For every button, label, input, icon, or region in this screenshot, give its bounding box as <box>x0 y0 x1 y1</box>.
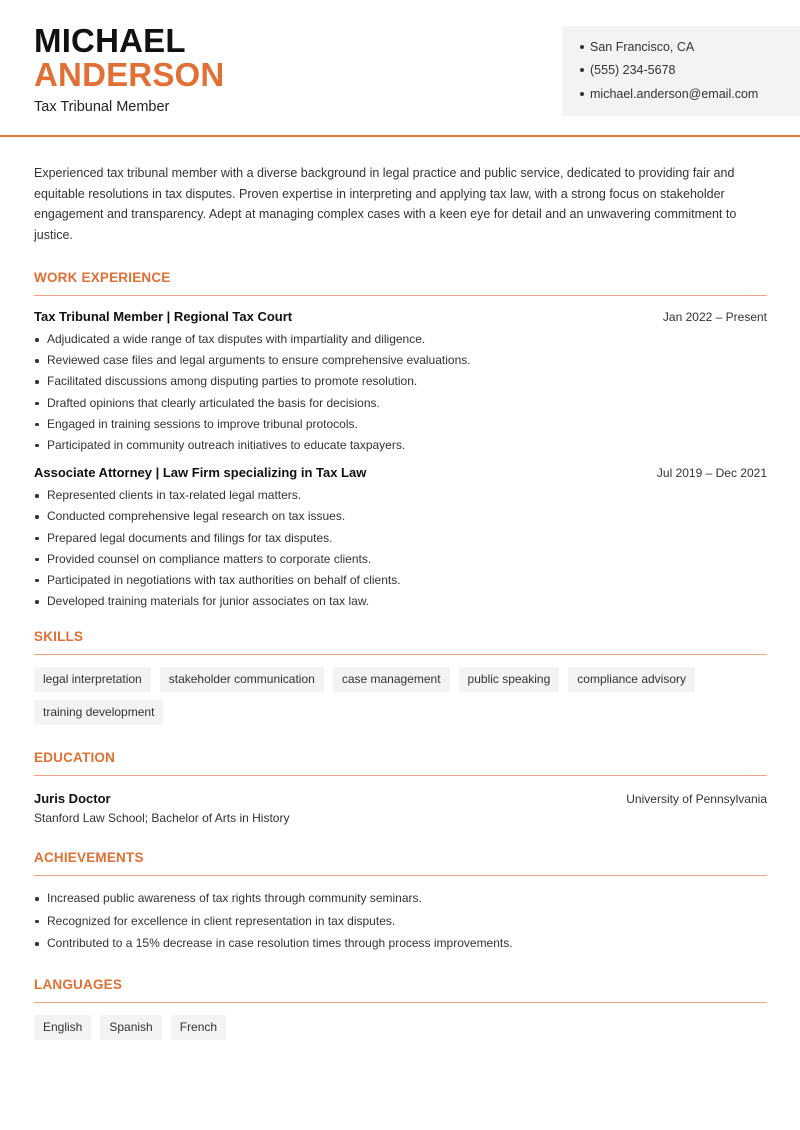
skill-tag: compliance advisory <box>568 667 695 692</box>
skill-tag: public speaking <box>459 667 560 692</box>
list-item: Represented clients in tax-related legal matters. <box>34 488 767 509</box>
skill-tag: case management <box>333 667 450 692</box>
list-item: Recognized for excellence in client representation in tax disputes. <box>34 914 767 937</box>
work-experience-section <box>34 270 767 615</box>
language-tag: French <box>171 1015 226 1040</box>
list-item: Contributed to a 15% decrease in case resolution times through process improvements. <box>34 936 767 959</box>
bullet-icon <box>580 68 584 72</box>
first-name: MICHAEL <box>34 22 186 59</box>
job-title: Tax Tribunal Member <box>34 99 170 115</box>
list-item: Reviewed case files and legal arguments to ensure comprehensive evaluations. <box>34 353 767 374</box>
language-tag: Spanish <box>100 1015 161 1040</box>
job-bullets <box>34 488 767 615</box>
skill-tag: legal interpretation <box>34 667 151 692</box>
section-title-languages: LANGUAGES <box>34 977 767 1003</box>
job-dates: Jan 2022 – Present <box>662 310 767 324</box>
job-role: Tax Tribunal Member | Regional Tax Court <box>34 309 293 324</box>
achievements-list <box>34 891 767 959</box>
education-degree: Juris Doctor <box>34 791 111 807</box>
last-name: ANDERSON <box>34 56 225 93</box>
summary: Experienced tax tribunal member with a diverse background in legal practice and public service, dedicated to providing fair and equitable resolutions in tax disputes. Proven expertise in interpreting and applying tax law, with a strong focus on stakeholder engagement and transparency. Adept at managing complex cases with a keen eye for detail and an unwavering commitment to justice. <box>34 166 737 242</box>
skills-section <box>34 629 767 725</box>
list-item: Participated in negotiations with tax authorities on behalf of clients. <box>34 573 767 594</box>
job-role: Associate Attorney | Law Firm specializing in Tax Law <box>34 465 367 481</box>
list-item: Increased public awareness of tax rights through community seminars. <box>34 891 767 914</box>
skill-tag: training development <box>34 700 163 725</box>
bullet-icon <box>580 92 584 96</box>
section-title-education: EDUCATION <box>34 750 767 776</box>
education-section <box>34 750 767 825</box>
language-tag: English <box>34 1015 91 1040</box>
list-item: Conducted comprehensive legal research on tax issues. <box>34 509 767 530</box>
section-title-achievements: ACHIEVEMENTS <box>34 850 767 876</box>
bullet-icon <box>580 45 584 49</box>
list-item: Facilitated discussions among disputing parties to promote resolution. <box>34 374 767 395</box>
contact-box <box>562 26 800 116</box>
list-item: Developed training materials for junior associates on tax law. <box>34 594 767 615</box>
list-item: Adjudicated a wide range of tax disputes with impartiality and diligence. <box>34 332 767 353</box>
list-item: Engaged in training sessions to improve tribunal protocols. <box>34 417 767 438</box>
list-item: Prepared legal documents and filings for tax disputes. <box>34 531 767 552</box>
languages-section <box>34 977 767 1040</box>
list-item: Participated in community outreach initiatives to educate taxpayers. <box>34 438 767 459</box>
job-entry <box>34 309 767 459</box>
education-institution: University of Pennsylvania <box>626 792 767 807</box>
list-item: Provided counsel on compliance matters to corporate clients. <box>34 552 767 573</box>
skills-tags <box>34 667 767 725</box>
section-title-work-experience: WORK EXPERIENCE <box>34 270 767 296</box>
job-dates: Jul 2019 – Dec 2021 <box>656 466 767 481</box>
skill-tag: stakeholder communication <box>160 667 324 692</box>
job-bullets <box>34 332 767 459</box>
contact-phone: (555) 234-5678 <box>580 59 800 83</box>
list-item: Drafted opinions that clearly articulated the basis for decisions. <box>34 396 767 417</box>
resume-header <box>0 0 800 137</box>
job-entry <box>34 465 767 615</box>
language-tags <box>34 1015 767 1040</box>
contact-location: San Francisco, CA <box>580 35 800 59</box>
achievements-section <box>34 850 767 959</box>
resume-body <box>34 137 767 1040</box>
section-title-skills: SKILLS <box>34 629 767 655</box>
education-detail: Stanford Law School; Bachelor of Arts in History <box>34 811 290 826</box>
contact-email: michael.anderson@email.com <box>580 82 800 106</box>
